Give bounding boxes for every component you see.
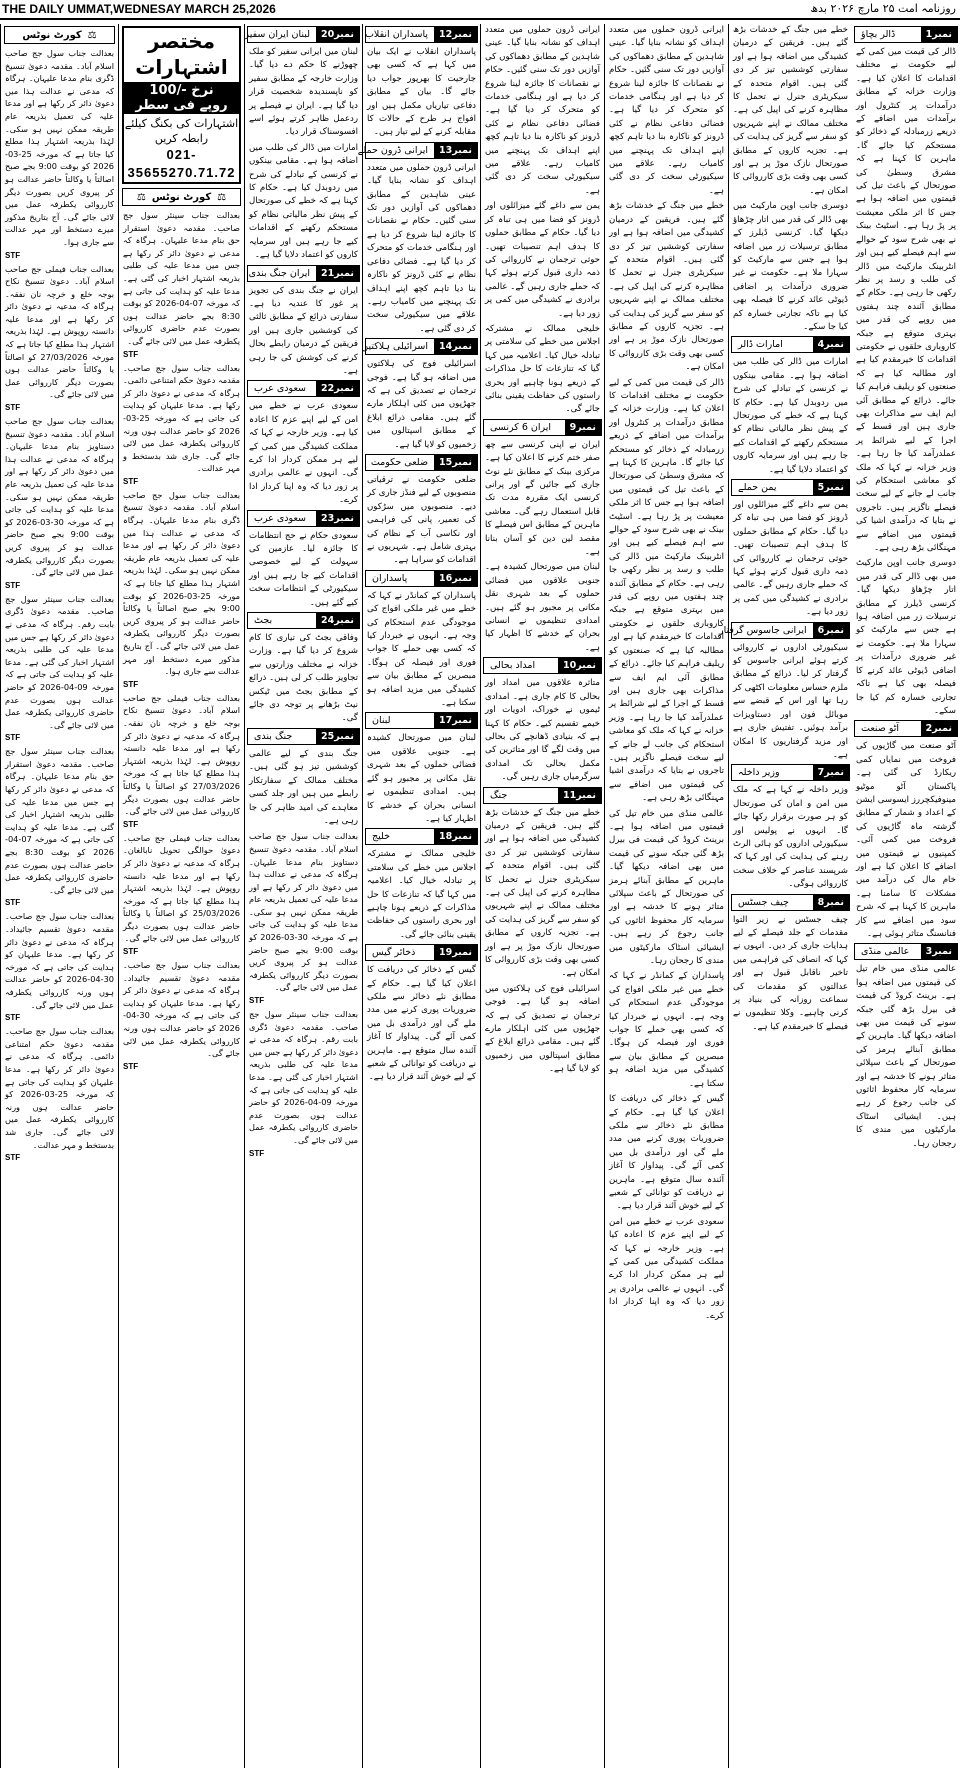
court-notice-text: بعدالت جناب سول جج صاحب۔ مقدمہ دعویٰ حکم امتناعی دائمی۔ ہرگاہ کہ مدعی نے دعویٰ دائر کر رکھا ہے۔ مدعا علیہان کو ہدایت کی جاتی ہے کہ مورخہ 25-03-2026 کو حاضر عدالت ہوں ورنہ کارروائی یکطرفہ عمل میں لائی جائے گی۔ جاری شد بدستخط و مہر عدالت۔ (123, 362, 240, 474)
story-number: نمبر3 (921, 944, 957, 959)
story-text: اسرائیلی فوج کی ہلاکتوں میں اضافہ ہو گیا ہے۔ فوجی ترجمان نے تصدیق کی ہے کہ جھڑپوں میں کئی اہلکار مارے گئے ہیں۔ مقامی ذرائع ابلاغ کے مطابق اسپتالوں میں زخمیوں کو لایا گیا ہے۔ (367, 359, 476, 450)
ad-phone: 021-35655270.71.72 (127, 147, 236, 180)
story-text: متاثرہ علاقوں میں امداد اور بحالی کا کام جاری ہے۔ امدادی ٹیموں نے خوراک، ادویات اور خیمے تقسیم کیے۔ حکام کا کہنا ہے کہ بنیادی ڈھانچے کی بحالی میں وقت لگے گا اور متاثرین کی مکمل بحالی تک امدادی سرگرمیاں جاری رہیں گی۔ (485, 678, 600, 783)
court-notice-text: بعدالت جناب فیملی جج صاحب اسلام آباد۔ دعویٰ تنسیخ نکاح بوجہ خلع و خرچہ نان نفقہ۔ ہرگاہ کہ مدعیہ نے دعویٰ دائر کر رکھا ہے اور مدعا علیہ دانستہ روپوش ہے۔ لہٰذا بذریعہ اشتہار ہذا مطلع کیا جاتا ہے کہ مورخہ 27/03/2026 کو اصالتاً یا وکالتاً حاضر عدالت ہوں بصورت دیگر کارروائی عمل میں لائی جائے گی۔ (123, 692, 240, 817)
story-heading (731, 479, 850, 496)
masthead (0, 0, 960, 20)
story-heading (365, 454, 478, 471)
column-5 (357, 24, 480, 1768)
gavel-icon: ⚖ (217, 191, 227, 203)
story-title: ڈالر بچاؤ (861, 29, 896, 40)
column-8 (0, 24, 118, 1768)
story-title: ضلعی حکومت (370, 456, 429, 468)
story-number: نمبر24 (316, 613, 359, 628)
story-title: سعودی عرب (254, 512, 306, 524)
story-text: دوسری جانب اوپن مارکیٹ میں بھی ڈالر کی قدر میں اتار چڑھاؤ دیکھا گیا۔ کرنسی ڈیلرز کے مطابق ترسیلات زر میں اضافہ ہوا ہے جس سے مارکیٹ کو سہارا ملا ہے۔ حکومت نے غیر ضروری درآمدات پر اضافی ڈیوٹی عائد کرنے کا فیصلہ بھی کیا ہے تاکہ تجارتی خسارہ کم کیا جا سکے۔ (733, 201, 848, 332)
story-heading (365, 712, 478, 729)
story-title: ایرانی ڈرون حملے (357, 144, 429, 156)
stf-mark: STF (5, 1013, 21, 1023)
story-text: سیکیورٹی اداروں نے کارروائی کرتے ہوئے ایرانی جاسوس کو گرفتار کر لیا۔ ذرائع کے مطابق ملزم حساس معلومات اکٹھی کر رہا تھا اور اس کے قبضے سے موبائل فون اور دستاویزات برآمد ہوئیں۔ تفتیش جاری ہے اور مزید گرفتاریوں کا امکان ہے۔ (733, 642, 848, 760)
story-text: خلیجی ممالک نے مشترکہ اجلاس میں خطے کی سلامتی پر تبادلہ خیال کیا۔ اعلامیہ میں کہا گیا کہ تنازعات کا حل مذاکرات کے ذریعے ہونا چاہیے اور بحری راستوں کی حفاظت یقینی بنائی جائے گی۔ (485, 323, 600, 415)
story-heading (247, 612, 360, 629)
story-heading (365, 944, 478, 961)
story-heading (361, 338, 478, 355)
story-title: جنگ (490, 789, 508, 801)
story-heading (357, 142, 478, 159)
gavel-icon: ⚖ (87, 29, 97, 41)
story-heading (247, 510, 360, 527)
gavel-icon: ⚖ (136, 191, 146, 203)
stf-mark: STF (5, 580, 21, 590)
story-number: نمبر15 (434, 455, 477, 470)
column-6 (244, 24, 362, 1768)
story-text: گیس کے ذخائر کی دریافت کا اعلان کیا گیا ہے۔ حکام کے مطابق نئے ذخائر سے ملکی ضروریات پوری کرنے میں مدد ملے گی اور درآمدی بل میں کمی آئے گی۔ پیداوار کا آغاز آئندہ سال متوقع ہے۔ ماہرین نے دریافت کو توانائی کے شعبے کے لیے خوش آئند قرار دیا ہے۔ (367, 965, 476, 1083)
story-heading (244, 26, 360, 43)
stf-mark: STF (5, 403, 21, 413)
court-notice-text: بعدالت جناب سول جج صاحب۔ مقدمہ دعویٰ تقسیم جائیداد۔ ہرگاہ کہ مدعی نے دعویٰ دائر کر رکھا ہے۔ مدعا علیہان کو ہدایت کی جاتی ہے کہ مورخہ 30-04-2026 کو حاضر عدالت ہوں ورنہ کارروائی یکطرفہ عمل میں لائی جائے گی۔ (123, 960, 240, 1059)
masthead-urdu: روزنامہ امت ۲۵ مارچ ۲۰۲۶ بدھ (810, 2, 956, 15)
court-notice-text: بعدالت جناب سینئر سول جج صاحب۔ مقدمہ دعویٰ ڈگری بابت رقم۔ ہرگاہ کہ مدعی نے دعویٰ دائر کر رکھا ہے جس میں مدعا علیہ کی طلبی بذریعہ اشتہار اخبار کی گئی ہے۔ مدعا علیہ کو ہدایت کی جاتی ہے کہ مورخہ 09-04-2026 کو حاضر عدالت ہوں بصورت عدم حاضری کارروائی یکطرفہ عمل میں لائی جائے گی۔ (249, 1009, 358, 1145)
story-number: نمبر1 (921, 27, 957, 42)
classified-ad-box (122, 26, 241, 184)
story-title: پاسداران (372, 572, 408, 584)
story-number: نمبر19 (434, 945, 477, 960)
story-text: ڈالر کی قیمت میں کمی کے لیے حکومت نے مختلف اقدامات کا اعلان کیا ہے۔ وزارت خزانہ کے مطابق درآمدات پر کنٹرول اور برآمدات میں اضافے کے ذریعے زرمبادلہ کے ذخائر کو مستحکم کیا جائے گا۔ ماہرین کا کہنا ہے کہ مشرق وسطیٰ کی صورتحال کے باعث تیل کی قیمتوں میں اضافہ ہوا ہے جس کا اثر ملکی معیشت پر پڑ رہا ہے۔ اسٹیٹ بینک نے بھی شرح سود کے حوالے سے اہم فیصلے کیے ہیں اور انٹربینک مارکیٹ میں ڈالر کی طلب و رسد پر نظر رکھی جا رہی ہے۔ حکام کے مطابق آئندہ چند ہفتوں میں روپے کی قدر میں بہتری متوقع ہے جبکہ کاروباری حلقوں نے حکومتی اقدامات کا خیرمقدم کیا ہے اور مطالبہ کیا ہے کہ صنعتوں کو ریلیف فراہم کیا جائے۔ ذرائع کے مطابق آئی ایم ایف سے مذاکرات بھی جاری ہیں اور قسط کے اجرا کے لیے شرائط پر عملدرآمد کیا جا رہا ہے۔ وزیر خزانہ نے کہا کہ ملک کو معاشی استحکام کی جانب لے جانے کے لیے سخت فیصلے ناگزیر ہیں۔ تاجروں نے بتایا کہ درآمدی اشیا کی قیمتوں میں اضافے سے مہنگائی بڑھ رہی ہے۔ (609, 377, 724, 804)
story-title: امداد بحالی (490, 660, 536, 672)
stf-mark: STF (123, 1061, 139, 1071)
story-heading (483, 787, 602, 804)
story-heading (247, 380, 360, 397)
story-title: ایران 6 کرنسی (490, 421, 552, 433)
story-heading (854, 720, 958, 737)
story-title: آٹو صنعت (861, 723, 900, 735)
story-text: گیس کے ذخائر کی دریافت کا اعلان کیا گیا ہے۔ حکام کے مطابق نئے ذخائر سے ملکی ضروریات پوری کرنے میں مدد ملے گی اور درآمدی بل میں کمی آئے گی۔ پیداوار کا آغاز آئندہ سال متوقع ہے۔ ماہرین نے دریافت کو توانائی کے شعبے کے لیے خوش آئند قرار دیا ہے۔ (609, 1094, 724, 1212)
story-number: نمبر25 (316, 729, 359, 744)
story-title: سعودی عرب (254, 383, 306, 395)
story-number: نمبر23 (316, 511, 359, 526)
story-title: اسرائیلی ہلاکتیں (361, 341, 429, 353)
story-heading (247, 265, 360, 282)
court-notice-text: بعدالت جناب سول جج صاحب۔ مقدمہ دعویٰ حکم امتناعی دائمی۔ ہرگاہ کہ مدعی نے دعویٰ دائر کر رکھا ہے۔ مدعا علیہان کو ہدایت کی جاتی ہے کہ مورخہ 25-03-2026 کو حاضر عدالت ہوں ورنہ کارروائی یکطرفہ عمل میں لائی جائے گی۔ جاری شد بدستخط و مہر عدالت۔ (5, 1026, 115, 1150)
story-text: امارات میں ڈالر کی طلب میں اضافہ ہوا ہے۔ مقامی بینکوں نے کرنسی کے تبادلے کی شرح میں ردوبدل کیا ہے۔ حکام کا کہنا ہے کہ خطے کی صورتحال کے پیش نظر مالیاتی نظام کو مستحکم رکھنے کے اقدامات کیے جا رہے ہیں اور سرمایہ کاروں کو اعتماد دلایا گیا ہے۔ (249, 142, 358, 261)
story-text: آٹو صنعت میں گاڑیوں کی فروخت میں نمایاں کمی ریکارڈ کی گئی ہے۔ پاکستان آٹو موٹیو مینوفیکچررز ایسوسی ایشن کے اعداد و شمار کے مطابق گزشتہ ماہ گاڑیوں کی فروخت میں کمی آئی۔ کمپنیوں نے قیمتوں میں اضافے کا اعلان کیا ہے اور خام مال کی درآمد میں مشکلات کا سامنا ہے۔ ماہرین کا کہنا ہے کہ شرح سود میں اضافے سے کار فنانسنگ متاثر ہوئی ہے۔ (856, 741, 956, 939)
story-text: خطے میں جنگ کے خدشات بڑھ گئے ہیں۔ فریقین کے درمیان کشیدگی میں اضافہ ہوا ہے اور سفارتی کوششیں تیز کر دی گئی ہیں۔ اقوام متحدہ کے سیکریٹری جنرل نے تحمل کا مظاہرہ کرنے کی اپیل کی ہے۔ مختلف ممالک نے اپنے شہریوں کو سفر سے گریز کی ہدایت کی ہے۔ تجزیہ کاروں کے مطابق صورتحال نازک موڑ پر ہے اور کسی بھی وقت بڑی کارروائی کا امکان ہے۔ (485, 807, 600, 979)
story-title: یمن حملے (738, 482, 777, 493)
story-heading (731, 764, 850, 781)
story-title: ایرانی جاسوس گرفتار (718, 624, 807, 636)
story-heading (483, 657, 602, 674)
story-title: لبنان ایران سفیر (244, 29, 311, 40)
story-number: نمبر5 (813, 480, 849, 495)
story-text: جنگ بندی کے لیے عالمی کوششیں تیز ہو گئی ہیں۔ مختلف ممالک کے سفارتکار رابطے میں ہیں اور جلد کسی معاہدے کی امید ظاہر کی جا رہی ہے۔ (249, 748, 358, 826)
court-notice-label: کورٹ نوٹس (22, 29, 82, 41)
story-heading (365, 570, 478, 587)
story-text: ایران نے جنگ بندی کی تجویز پر غور کا عندیہ دیا ہے۔ سفارتی ذرائع کے مطابق ثالثی کی کوششیں جاری ہیں اور فریقین کے درمیان رابطے بحال کرنے کی کوشش کی جا رہی ہے۔ (249, 285, 358, 376)
stf-mark: STF (249, 1148, 265, 1158)
court-notice-label: کورٹ نوٹس (151, 191, 212, 203)
column-3 (604, 24, 728, 1768)
story-text: پاسداران انقلاب نے ایک بیان میں کہا ہے کہ کسی بھی جارحیت کا بھرپور جواب دیا جائے گا۔ بیان کے مطابق دفاعی تیاریاں مکمل ہیں اور افواج ہر طرح کے حالات کا مقابلہ کرنے کے لیے تیار ہیں۔ (367, 47, 476, 138)
column-1 (852, 24, 960, 1768)
story-heading (731, 336, 850, 353)
ad-title: مختصر اشتہارات (135, 29, 228, 79)
story-text: سعودی عرب نے خطے میں امن کے لیے اپنے عزم کا اعادہ کیا ہے۔ وزیر خارجہ نے کہا کہ مملکت کشیدگی میں کمی کے لیے ہر ممکن کردار ادا کرے گی۔ انہوں نے عالمی برادری پر زور دیا کہ وہ اپنا کردار ادا کرے۔ (609, 1216, 724, 1321)
story-number: نمبر10 (558, 658, 601, 673)
court-notice-text: بعدالت جناب سول جج صاحب۔ مقدمہ دعویٰ تقسیم جائیداد۔ ہرگاہ کہ مدعی نے دعویٰ دائر کر رکھا ہے۔ مدعا علیہان کو ہدایت کی جاتی ہے کہ مورخہ 30-04-2026 کو حاضر عدالت ہوں ورنہ کارروائی یکطرفہ عمل میں لائی جائے گی۔ (5, 911, 114, 1010)
court-notice-text: بعدالت جناب سول جج صاحب اسلام آباد۔ مقدمہ دعویٰ تنسیخ ڈگری بنام مدعا علیہان۔ ہرگاہ کہ مدعی نے عدالت ہذا میں دعویٰ دائر کر رکھا ہے اور مدعا علیہ کی تعمیل بذریعہ عام طریقہ ممکن نہیں ہو سکی۔ لہٰذا بذریعہ اشتہار ہذا مطلع کیا جاتا ہے کہ مورخہ 25-03-2026 کو بوقت 9:00 بجے صبح اصالتاً یا وکالتاً حاضر عدالت ہو کر پیروی کریں بصورت دیگر کارروائی یکطرفہ عمل میں لائی جائے گی۔ آج بتاریخ مذکور میرے دستخط اور مہر عدالت سے جاری ہوا۔ (5, 48, 114, 247)
story-text: امارات میں ڈالر کی طلب میں اضافہ ہوا ہے۔ مقامی بینکوں نے کرنسی کے تبادلے کی شرح میں ردوبدل کیا ہے۔ حکام کا کہنا ہے کہ خطے کی صورتحال کے پیش نظر مالیاتی نظام کو مستحکم رکھنے کے اقدامات کیے جا رہے ہیں اور سرمایہ کاروں کو اعتماد دلایا گیا ہے۔ (733, 357, 848, 475)
story-heading (731, 894, 850, 911)
story-title: خلیج (372, 831, 391, 843)
story-text: سعودی حکام نے حج انتظامات کا جائزہ لیا۔ عازمین کی سہولت کے لیے خصوصی اقدامات کیے جا رہے ہیں اور سیکیورٹی کے انتظامات سخت کیے گئے ہیں۔ (249, 530, 358, 608)
story-number: نمبر20 (316, 27, 359, 42)
court-notice-text: بعدالت جناب سول جج صاحب اسلام آباد۔ مقدمہ دعویٰ تنسیخ دستاویز بنام مدعا علیہان۔ ہرگاہ کہ مدعی نے عدالت ہذا میں دعویٰ دائر کر رکھا ہے اور مدعا علیہ کی تعمیل بذریعہ عام طریقہ ممکن نہیں ہو سکی۔ مدعا علیہ کو ہدایت کی جاتی ہے کہ مورخہ 30-03-2026 کو بوقت 9:00 بجے صبح حاضر عدالت ہو کر پیروی کریں بصورت دیگر کارروائی یکطرفہ عمل میں لائی جائے گی۔ (5, 416, 114, 578)
story-text: ایرانی ڈرون حملوں میں متعدد اہداف کو نشانہ بنایا گیا۔ عینی شاہدین کے مطابق دھماکوں کی آوازیں دور تک سنی گئیں۔ حکام نے نقصانات کا جائزہ لینا شروع کر دیا ہے اور ہنگامی خدمات کو متحرک کر دیا گیا ہے۔ فضائی دفاعی نظام نے کئی ڈرونز کو ناکارہ بنا دیا تاہم کچھ اپنے اہداف تک پہنچنے میں کامیاب رہے۔ علاقے میں سیکیورٹی سخت کر دی گئی ہے۔ (367, 162, 476, 334)
court-notice-text: بعدالت جناب سینئر سول جج صاحب۔ مقدمہ دعویٰ استقرار حق بنام مدعا علیہان۔ ہرگاہ کہ مدعی نے دعویٰ دائر کر رکھا ہے جس میں مدعا علیہ کی طلبی بذریعہ اشتہار اخبار کی گئی ہے۔ مدعا علیہ کو ہدایت کی جاتی ہے کہ مورخہ 07-04-2026 کو بوقت 8:30 بجے حاضر عدالت ہوں بصورت عدم حاضری کارروائی یکطرفہ عمل میں لائی جائے گی۔ (123, 210, 240, 346)
column-2 (718, 24, 852, 1768)
story-number: نمبر9 (565, 420, 601, 435)
story-title: بجٹ (254, 615, 273, 627)
story-text: ایرانی ڈرون حملوں میں متعدد اہداف کو نشانہ بنایا گیا۔ عینی شاہدین کے مطابق دھماکوں کی آوازیں دور تک سنی گئیں۔ حکام نے نقصانات کا جائزہ لینا شروع کر دیا ہے اور ہنگامی خدمات کو متحرک کر دیا گیا ہے۔ فضائی دفاعی نظام نے کئی ڈرونز کو ناکارہ بنا دیا تاہم کچھ اپنے اہداف تک پہنچنے میں کامیاب رہے۔ علاقے میں سیکیورٹی سخت کر دی گئی ہے۔ (485, 25, 600, 196)
story-title: ایران جنگ بندی (248, 267, 311, 279)
stf-mark: STF (123, 476, 139, 486)
story-text: دوسری جانب اوپن مارکیٹ میں بھی ڈالر کی قدر میں اتار چڑھاؤ دیکھا گیا۔ کرنسی ڈیلرز کے مطابق ترسیلات زر میں اضافہ ہوا ہے جس سے مارکیٹ کو سہارا ملا ہے۔ حکومت نے غیر ضروری درآمدات پر اضافی ڈیوٹی عائد کرنے کا فیصلہ بھی کیا ہے تاکہ تجارتی خسارہ کم کیا جا سکے۔ (856, 558, 956, 716)
masthead-english: THE DAILY UMMAT,WEDNESAY MARCH 25,2026 (2, 2, 276, 16)
stf-mark: STF (123, 947, 139, 957)
story-number: نمبر22 (316, 381, 359, 396)
story-text: یمن سے داغے گئے میزائلوں اور ڈرونز کو فضا میں ہی تباہ کر دیا گیا۔ حکام کے مطابق حملوں کا ہدف اہم تنصیبات تھیں۔ حوثی ترجمان نے کارروائی کی ذمہ داری قبول کرتے ہوئے کہا کہ حملے جاری رہیں گے۔ عالمی برادری نے کشیدگی میں کمی پر زور دیا ہے۔ (485, 201, 600, 319)
stf-mark: STF (5, 250, 21, 260)
story-text: خلیجی ممالک نے مشترکہ اجلاس میں خطے کی سلامتی پر تبادلہ خیال کیا۔ اعلامیہ میں کہا گیا کہ تنازعات کا حل مذاکرات کے ذریعے ہونا چاہیے اور بحری راستوں کی حفاظت یقینی بنائی جائے گی۔ (367, 849, 476, 940)
stf-mark: STF (5, 1153, 21, 1163)
story-number: نمبر12 (434, 27, 477, 42)
stf-mark: STF (123, 349, 139, 359)
story-text: لبنان میں صورتحال کشیدہ ہے۔ جنوبی علاقوں میں فضائی حملوں کے بعد شہری نقل مکانی پر مجبور ہو گئے ہیں۔ امدادی تنظیموں نے انسانی بحران کے خدشے کا اظہار کیا ہے۔ (485, 562, 600, 653)
story-number: نمبر11 (558, 788, 601, 803)
story-text: لبنان میں صورتحال کشیدہ ہے۔ جنوبی علاقوں میں فضائی حملوں کے بعد شہری نقل مکانی پر مجبور ہو گئے ہیں۔ امدادی تنظیموں نے انسانی بحران کے خدشے کا اظہار کیا ہے۔ (367, 733, 476, 824)
story-heading (483, 419, 602, 436)
story-title: امارات ڈالر (738, 339, 783, 351)
story-title: لبنان (372, 715, 391, 727)
story-text: ایرانی ڈرون حملوں میں متعدد اہداف کو نشانہ بنایا گیا۔ عینی شاہدین کے مطابق دھماکوں کی آوازیں دور تک سنی گئیں۔ حکام نے نقصانات کا جائزہ لینا شروع کر دیا ہے اور ہنگامی خدمات کو متحرک کر دیا گیا ہے۔ فضائی دفاعی نظام نے کئی ڈرونز کو ناکارہ بنا دیا تاہم کچھ اپنے اہداف تک پہنچنے میں کامیاب رہے۔ علاقے میں سیکیورٹی سخت کر دی گئی ہے۔ (609, 25, 724, 196)
court-notice-header (4, 26, 115, 44)
story-title: پاسداران انقلاب (364, 29, 429, 40)
story-text: وفاقی بجٹ کی تیاری کا کام شروع کر دیا گیا ہے۔ وزارت خزانہ نے مختلف وزارتوں سے تجاویز طلب کر لی ہیں۔ ذرائع کے مطابق بجٹ میں ٹیکس نیٹ بڑھانے پر توجہ دی جائے گی۔ (249, 633, 358, 724)
ad-rate: نرخ -/100 روپے فی سطر (124, 82, 239, 114)
stf-mark: STF (5, 733, 21, 743)
story-text: عالمی منڈی میں خام تیل کی قیمتوں میں اضافہ ہوا ہے۔ برینٹ کروڈ کی قیمت فی بیرل بڑھ گئی جبکہ سونے کی قیمت میں بھی اضافہ دیکھا گیا۔ ماہرین کے مطابق آبنائے ہرمز کی صورتحال کے باعث سپلائی متاثر ہونے کا خدشہ ہے اور سرمایہ کار محفوظ اثاثوں کی جانب رجوع کر رہے ہیں۔ ایشیائی اسٹاک مارکیٹوں میں مندی کا رجحان رہا۔ (856, 964, 956, 1149)
court-notice-header (122, 188, 241, 206)
story-number: نمبر2 (921, 721, 957, 736)
story-number: نمبر21 (316, 266, 359, 281)
story-heading (854, 943, 958, 960)
story-text: یمن سے داغے گئے میزائلوں اور ڈرونز کو فضا میں ہی تباہ کر دیا گیا۔ حکام کے مطابق حملوں کا ہدف اہم تنصیبات تھیں۔ حوثی ترجمان نے کارروائی کی ذمہ داری قبول کرتے ہوئے کہا کہ حملے جاری رہیں گے۔ عالمی برادری نے کشیدگی میں کمی پر زور دیا ہے۔ (733, 500, 848, 618)
story-text: وزیر داخلہ نے کہا ہے کہ ملک میں امن و امان کی صورتحال کو ہر صورت برقرار رکھا جائے گا۔ انہوں نے پولیس اور سیکیورٹی اداروں کو ہائی الرٹ رہنے کی ہدایت کی اور کہا کہ شرپسند عناصر کے خلاف سخت کارروائی ہوگی۔ (733, 785, 848, 890)
court-notice-text: بعدالت جناب سول جج صاحب اسلام آباد۔ مقدمہ دعویٰ تنسیخ دستاویز بنام مدعا علیہان۔ ہرگاہ کہ مدعی نے عدالت ہذا میں دعویٰ دائر کر رکھا ہے اور مدعا علیہ کی تعمیل بذریعہ عام طریقہ ممکن نہیں ہو سکی۔ مدعا علیہ کو ہدایت کی جاتی ہے کہ مورخہ 30-03-2026 کو بوقت 9:00 بجے صبح حاضر عدالت ہو کر پیروی کریں بصورت دیگر کارروائی یکطرفہ عمل میں لائی جائے گی۔ (249, 831, 358, 993)
story-text: پاسداران کے کمانڈر نے کہا کہ خطے میں غیر ملکی افواج کی موجودگی عدم استحکام کی وجہ ہے۔ انہوں نے خبردار کیا کہ کسی بھی حملے کا جواب فوری اور فیصلہ کن ہوگا۔ مبصرین کے مطابق بیان سے کشیدگی میں مزید اضافہ ہو سکتا ہے۔ (367, 590, 476, 709)
story-title: وزیر داخلہ (738, 767, 780, 779)
stf-mark: STF (5, 898, 21, 908)
stf-mark: STF (123, 819, 139, 829)
story-number: نمبر7 (813, 765, 849, 780)
story-text: ایران نے اپنی کرنسی سے چھ صفر ختم کرنے کا اعلان کیا ہے۔ مرکزی بینک کے مطابق نئے نوٹ جاری کیے جائیں گے اور پرانی کرنسی ایک مقررہ مدت تک قابل استعمال رہے گی۔ معاشی ماہرین کے مطابق اس فیصلے کا مقصد لین دین کو آسان بنانا ہے۔ (485, 439, 600, 558)
story-number: نمبر14 (434, 339, 477, 354)
story-text: چیف جسٹس نے زیر التوا مقدمات کے جلد فیصلے کے لیے ہدایات جاری کر دیں۔ انہوں نے کہا کہ انصاف کی فراہمی میں تاخیر ناقابل قبول ہے اور عدالتوں کو مقدمات کی سماعت روزانہ کی بنیاد پر کرنی چاہیے۔ وکلا تنظیموں نے فیصلے کا خیرمقدم کیا ہے۔ (733, 914, 848, 1032)
story-heading (365, 26, 478, 43)
story-text: سعودی عرب نے خطے میں امن کے لیے اپنے عزم کا اعادہ کیا ہے۔ وزیر خارجہ نے کہا کہ مملکت کشیدگی میں کمی کے لیے ہر ممکن کردار ادا کرے گی۔ انہوں نے عالمی برادری پر زور دیا کہ وہ اپنا کردار ادا کرے۔ (249, 401, 358, 506)
story-title: ذخائر گیس (372, 947, 416, 959)
story-number: نمبر6 (813, 623, 849, 638)
stf-mark: STF (123, 679, 139, 689)
story-number: نمبر4 (813, 337, 849, 352)
story-number: نمبر8 (813, 895, 849, 910)
story-number: نمبر18 (434, 829, 477, 844)
court-notice-text: بعدالت جناب سینئر سول جج صاحب۔ مقدمہ دعویٰ ڈگری بابت رقم۔ ہرگاہ کہ مدعی نے دعویٰ دائر کر رکھا ہے جس میں مدعا علیہ کی طلبی بذریعہ اشتہار اخبار کی گئی ہے۔ مدعا علیہ کو ہدایت کی جاتی ہے کہ مورخہ 09-04-2026 کو حاضر عدالت ہوں بصورت عدم حاضری کارروائی یکطرفہ عمل میں لائی جائے گی۔ (5, 593, 114, 730)
story-heading (854, 26, 958, 43)
story-title: چیف جسٹس (738, 896, 789, 908)
story-text: پاسداران کے کمانڈر نے کہا کہ خطے میں غیر ملکی افواج کی موجودگی عدم استحکام کی وجہ ہے۔ انہوں نے خبردار کیا کہ کسی بھی حملے کا جواب فوری اور فیصلہ کن ہوگا۔ مبصرین کے مطابق بیان سے کشیدگی میں مزید اضافہ ہو سکتا ہے۔ (609, 971, 724, 1089)
story-number: نمبر17 (434, 713, 477, 728)
story-text: لبنان میں ایرانی سفیر کو ملک چھوڑنے کا حکم دے دیا گیا۔ وزارت خارجہ کے مطابق سفیر کو ناپسندیدہ شخصیت قرار دیا گیا ہے۔ ایران نے فیصلے پر ردعمل ظاہر کرتے ہوئے اسے افسوسناک قرار دیا۔ (249, 47, 358, 138)
story-number: نمبر16 (434, 571, 477, 586)
story-heading (247, 728, 360, 745)
story-text: خطے میں جنگ کے خدشات بڑھ گئے ہیں۔ فریقین کے درمیان کشیدگی میں اضافہ ہوا ہے اور سفارتی کوششیں تیز کر دی گئی ہیں۔ اقوام متحدہ کے سیکریٹری جنرل نے تحمل کا مظاہرہ کرنے کی اپیل کی ہے۔ مختلف ممالک نے اپنے شہریوں کو سفر سے گریز کی ہدایت کی ہے۔ تجزیہ کاروں کے مطابق صورتحال نازک موڑ پر ہے اور کسی بھی وقت بڑی کارروائی کا امکان ہے۔ (733, 25, 848, 196)
story-text: خطے میں جنگ کے خدشات بڑھ گئے ہیں۔ فریقین کے درمیان کشیدگی میں اضافہ ہوا ہے اور سفارتی کوششیں تیز کر دی گئی ہیں۔ اقوام متحدہ کے سیکریٹری جنرل نے تحمل کا مظاہرہ کرنے کی اپیل کی ہے۔ مختلف ممالک نے اپنے شہریوں کو سفر سے گریز کی ہدایت کی ہے۔ تجزیہ کاروں کے مطابق صورتحال نازک موڑ پر ہے اور کسی بھی وقت بڑی کارروائی کا امکان ہے۔ (609, 201, 724, 373)
court-notice-text: بعدالت جناب فیملی جج صاحب۔ دعویٰ حوالگی تحویل نابالغان۔ ہرگاہ کہ مدعیہ نے دعویٰ دائر کر رکھا ہے اور مدعا علیہ دانستہ روپوش ہے۔ لہٰذا بذریعہ اشتہار ہذا مطلع کیا جاتا ہے کہ مورخہ 25/03/2026 کو اصالتاً یا وکالتاً حاضر عدالت ہوں بصورت دیگر کارروائی عمل میں لائی جائے گی۔ (123, 832, 240, 944)
story-heading (365, 828, 478, 845)
stf-mark: STF (249, 996, 265, 1006)
story-text: عالمی منڈی میں خام تیل کی قیمتوں میں اضافہ ہوا ہے۔ برینٹ کروڈ کی قیمت فی بیرل بڑھ گئی جبکہ سونے کی قیمت میں بھی اضافہ دیکھا گیا۔ ماہرین کے مطابق آبنائے ہرمز کی صورتحال کے باعث سپلائی متاثر ہونے کا خدشہ ہے اور سرمایہ کار محفوظ اثاثوں کی جانب رجوع کر رہے ہیں۔ ایشیائی اسٹاک مارکیٹوں میں مندی کا رجحان رہا۔ (609, 808, 724, 967)
column-7 (118, 24, 244, 1768)
story-title: جنگ بندی (254, 730, 293, 742)
ad-booking-line: اشتہارات کی بکنگ کیلئے رابطہ کریں (124, 117, 239, 145)
story-title: عالمی منڈی (861, 946, 910, 958)
story-text: ڈالر کی قیمت میں کمی کے لیے حکومت نے مختلف اقدامات کا اعلان کیا ہے۔ وزارت خزانہ کے مطابق درآمدات پر کنٹرول اور برآمدات میں اضافے کے ذریعے زرمبادلہ کے ذخائر کو مستحکم کیا جائے گا۔ ماہرین کا کہنا ہے کہ مشرق وسطیٰ کی صورتحال کے باعث تیل کی قیمتوں میں اضافہ ہوا ہے جس کا اثر ملکی معیشت پر پڑ رہا ہے۔ اسٹیٹ بینک نے بھی شرح سود کے حوالے سے اہم فیصلے کیے ہیں اور انٹربینک مارکیٹ میں ڈالر کی طلب و رسد پر نظر رکھی جا رہی ہے۔ حکام کے مطابق آئندہ چند ہفتوں میں روپے کی قدر میں بہتری متوقع ہے جبکہ کاروباری حلقوں نے حکومتی اقدامات کا خیرمقدم کیا ہے اور مطالبہ کیا ہے کہ صنعتوں کو ریلیف فراہم کیا جائے۔ ذرائع کے مطابق آئی ایم ایف سے مذاکرات بھی جاری ہیں اور قسط کے اجرا کے لیے شرائط پر عملدرآمد کیا جا رہا ہے۔ وزیر خزانہ نے کہا کہ ملک کو معاشی استحکام کی جانب لے جانے کے لیے سخت فیصلے ناگزیر ہیں۔ تاجروں نے بتایا کہ درآمدی اشیا کی قیمتوں میں اضافے سے مہنگائی بڑھ رہی ہے۔ (856, 47, 956, 554)
court-notice-text: بعدالت جناب سول جج صاحب اسلام آباد۔ مقدمہ دعویٰ تنسیخ ڈگری بنام مدعا علیہان۔ ہرگاہ کہ مدعی نے عدالت ہذا میں دعویٰ دائر کر رکھا ہے اور مدعا علیہ کی تعمیل بذریعہ عام طریقہ ممکن نہیں ہو سکی۔ لہٰذا بذریعہ اشتہار ہذا مطلع کیا جاتا ہے کہ مورخہ 25-03-2026 کو بوقت 9:00 بجے صبح اصالتاً یا وکالتاً حاضر عدالت ہو کر پیروی کریں بصورت دیگر کارروائی یکطرفہ عمل میں لائی جائے گی۔ آج بتاریخ مذکور میرے دستخط اور مہر عدالت سے جاری ہوا۔ (123, 489, 241, 677)
story-heading (718, 622, 850, 639)
court-notice-text: بعدالت جناب فیملی جج صاحب اسلام آباد۔ دعویٰ تنسیخ نکاح بوجہ خلع و خرچہ نان نفقہ۔ ہرگاہ کہ مدعیہ نے دعویٰ دائر کر رکھا ہے اور مدعا علیہ دانستہ روپوش ہے۔ لہٰذا بذریعہ اشتہار ہذا مطلع کیا جاتا ہے کہ مورخہ 27/03/2026 کو اصالتاً یا وکالتاً حاضر عدالت ہوں بصورت دیگر کارروائی عمل میں لائی جائے گی۔ (5, 263, 115, 400)
story-text: اسرائیلی فوج کی ہلاکتوں میں اضافہ ہو گیا ہے۔ فوجی ترجمان نے تصدیق کی ہے کہ جھڑپوں میں کئی اہلکار مارے گئے ہیں۔ مقامی ذرائع ابلاغ کے مطابق اسپتالوں میں زخمیوں کو لایا گیا ہے۔ (485, 983, 600, 1075)
column-4 (480, 24, 604, 1768)
court-notice-text: بعدالت جناب سینئر سول جج صاحب۔ مقدمہ دعویٰ استقرار حق بنام مدعا علیہان۔ ہرگاہ کہ مدعی نے دعویٰ دائر کر رکھا ہے جس میں مدعا علیہ کی طلبی بذریعہ اشتہار اخبار کی گئی ہے۔ مدعا علیہ کو ہدایت کی جاتی ہے کہ مورخہ 07-04-2026 کو بوقت 8:30 بجے حاضر عدالت ہوں بصورت عدم حاضری کارروائی یکطرفہ عمل میں لائی جائے گی۔ (5, 746, 114, 895)
story-number: نمبر13 (434, 143, 477, 158)
story-text: ضلعی حکومت نے ترقیاتی منصوبوں کے لیے فنڈز جاری کر دیے۔ منصوبوں میں سڑکوں کی تعمیر، پانی کی فراہمی اور نکاسی آب کے نظام کی بہتری شامل ہے۔ شہریوں نے اقدامات کو سراہا ہے۔ (367, 474, 476, 566)
